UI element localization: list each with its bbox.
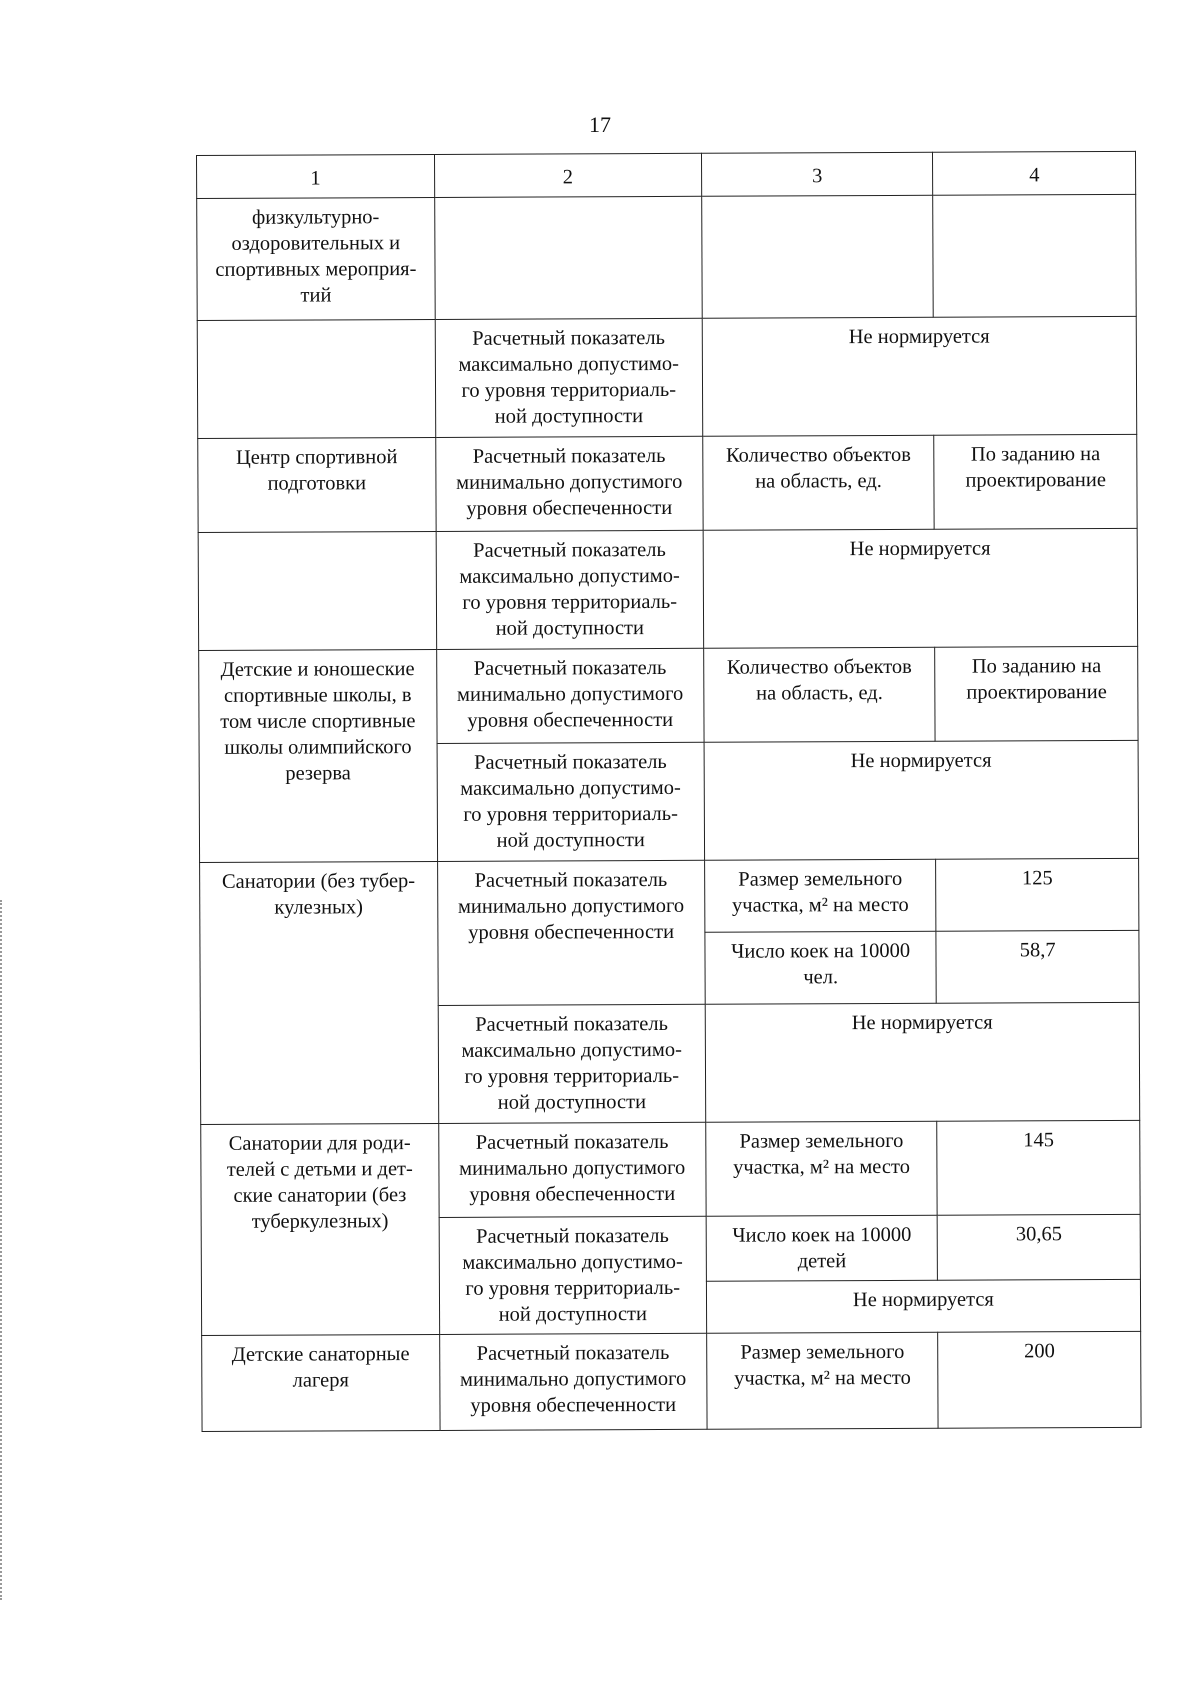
indicator-cell: Расчетный показатель максимально допустимо- го уровня территориаль- ной доступности <box>437 742 704 861</box>
object-name-cell <box>197 319 435 438</box>
value-cell: 145 <box>937 1120 1140 1215</box>
object-name-cell <box>198 531 436 650</box>
table-header-row <box>197 151 1136 198</box>
object-name-cell: физкультурно- оздоровительных и спортивных мероприя- тий <box>197 197 435 320</box>
object-name-cell: Центр спортивной подготовки <box>198 437 436 532</box>
table-row <box>198 528 1138 650</box>
norms-table <box>196 151 1142 1432</box>
header-col-2: 2 <box>434 153 701 197</box>
header-col-1: 1 <box>197 154 435 198</box>
header-col-3: 3 <box>701 152 933 196</box>
indicator-cell: Расчетный показатель максимально допустимо- го уровня территориаль- ной доступности <box>439 1216 706 1334</box>
value-cell: По заданию на проектирование <box>935 646 1138 741</box>
page-number: 17 <box>589 112 611 137</box>
table-row <box>199 646 1138 744</box>
object-name-cell: Санатории для роди- телей с детьми и дет- ские санатории (без туберкулезных) <box>201 1123 440 1335</box>
indicator-cell: Расчетный показатель минимально допустимого уровня обеспеченности <box>438 1122 705 1217</box>
table-row <box>197 316 1137 438</box>
indicator-cell: Расчетный показатель минимально допустимого уровня обеспеченности <box>437 860 705 1005</box>
object-name-cell: Детские санаторные лагеря <box>202 1334 440 1431</box>
unit-cell: Число коек на 10000 детей <box>706 1215 938 1281</box>
unit-cell: Размер земельного участка, м² на место <box>706 1332 938 1429</box>
unit-cell: Число коек на 10000 чел. <box>705 931 937 1004</box>
value-cell: По заданию на проектирование <box>934 434 1137 529</box>
not-regulated-cell: Не нормируется <box>702 316 1137 436</box>
scan-edge-marks <box>0 900 5 1600</box>
indicator-cell: Расчетный показатель минимально допустимого уровня обеспеченности <box>436 648 703 743</box>
value-cell <box>933 194 1136 317</box>
table-row <box>201 1120 1140 1218</box>
table-row <box>202 1331 1141 1431</box>
unit-cell: Количество объектов на область, ед. <box>702 435 934 530</box>
value-cell: 30,65 <box>938 1214 1141 1280</box>
unit-cell <box>701 195 933 318</box>
indicator-cell: Расчетный показатель максимально допустимо- го уровня территориаль- ной доступности <box>436 530 703 649</box>
not-regulated-cell: Не нормируется <box>703 528 1138 648</box>
table-row <box>200 858 1139 934</box>
not-regulated-cell: Не нормируется <box>704 740 1139 860</box>
indicator-cell: Расчетный показатель минимально допустимого уровня обеспеченности <box>439 1333 706 1430</box>
not-regulated-cell: Не нормируется <box>706 1279 1140 1333</box>
value-cell: 58,7 <box>936 930 1139 1003</box>
header-col-4: 4 <box>933 151 1136 195</box>
value-cell: 200 <box>938 1331 1141 1428</box>
unit-cell: Количество объектов на область, ед. <box>703 647 935 742</box>
object-name-cell: Детские и юношеские спортивные школы, в том числе спортивные школы олимпийского резерва <box>199 649 438 862</box>
table-row <box>198 434 1137 532</box>
not-regulated-cell: Не нормируется <box>705 1002 1140 1122</box>
indicator-cell: Расчетный показатель минимально допустимого уровня обеспеченности <box>436 436 703 531</box>
object-name-cell: Санатории (без тубер- кулезных) <box>200 861 439 1124</box>
unit-cell: Размер земельного участка, м² на место <box>705 1121 937 1216</box>
indicator-cell: Расчетный показатель максимально допустимо- го уровня территориаль- ной доступности <box>435 318 702 437</box>
indicator-cell: Расчетный показатель максимально допустимо- го уровня территориаль- ной доступности <box>438 1004 705 1123</box>
indicator-cell <box>434 196 702 319</box>
value-cell: 125 <box>936 858 1139 931</box>
table-row <box>197 194 1137 320</box>
unit-cell: Размер земельного участка, м² на место <box>704 859 936 932</box>
